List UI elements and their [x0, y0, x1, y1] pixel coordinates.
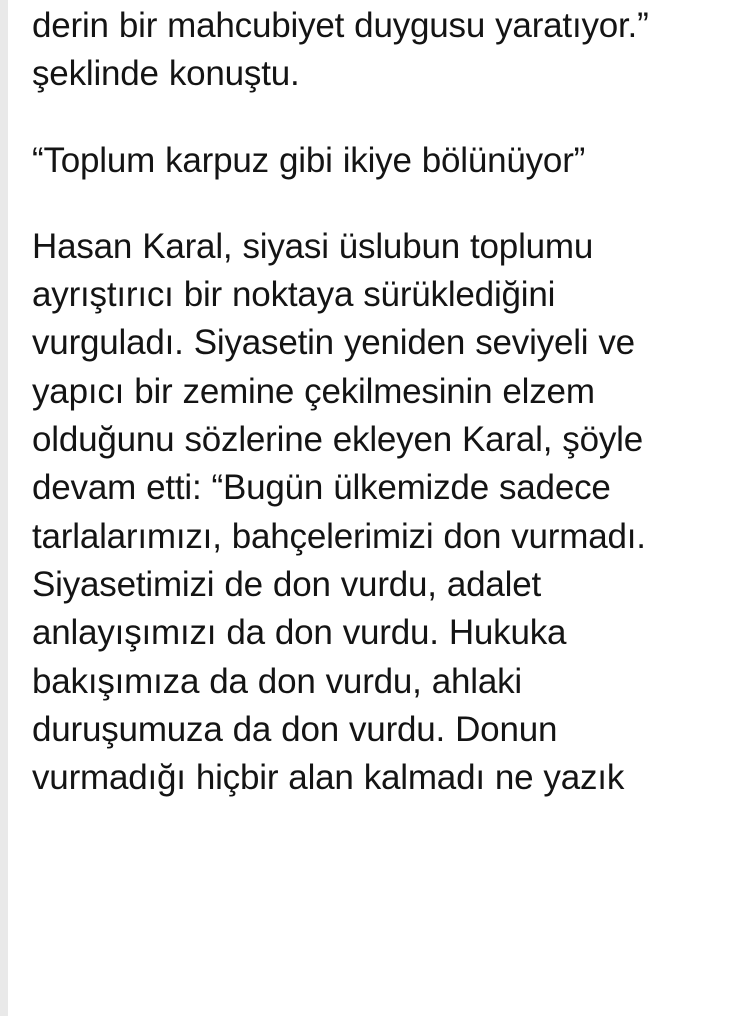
paragraph-subheading-quote: “Toplum karpuz gibi ikiye bölünüyor” — [32, 140, 586, 180]
article-text-container — [8, 0, 750, 802]
paragraph-body: Hasan Karal, siyasi üslubun toplumu ayrıştırıcı bir noktaya sürüklediğini vurguladı. Siyasetin yeniden seviyeli ve yapıcı bir zemine çekilmesinin elzem olduğunu sözlerine ekleyen Karal, şöyle devam etti: “Bugün ülkemizde sadece tarlalarımızı, bahçelerimizi don vurmadı. Siyasetimizi de don vurdu, adalet anlayışımızı da don vurdu. Hukuka bakışımıza da don vurdu, ahlaki duruşumuza da don vurdu. Donun vurmadığı hiçbir alan kalmadı ne yazık — [32, 226, 646, 798]
left-edge-strip — [0, 0, 8, 1016]
paragraph-continued-top: derin bir mahcubiyet duygusu yaratıyor.” şeklinde konuştu. — [32, 6, 649, 94]
